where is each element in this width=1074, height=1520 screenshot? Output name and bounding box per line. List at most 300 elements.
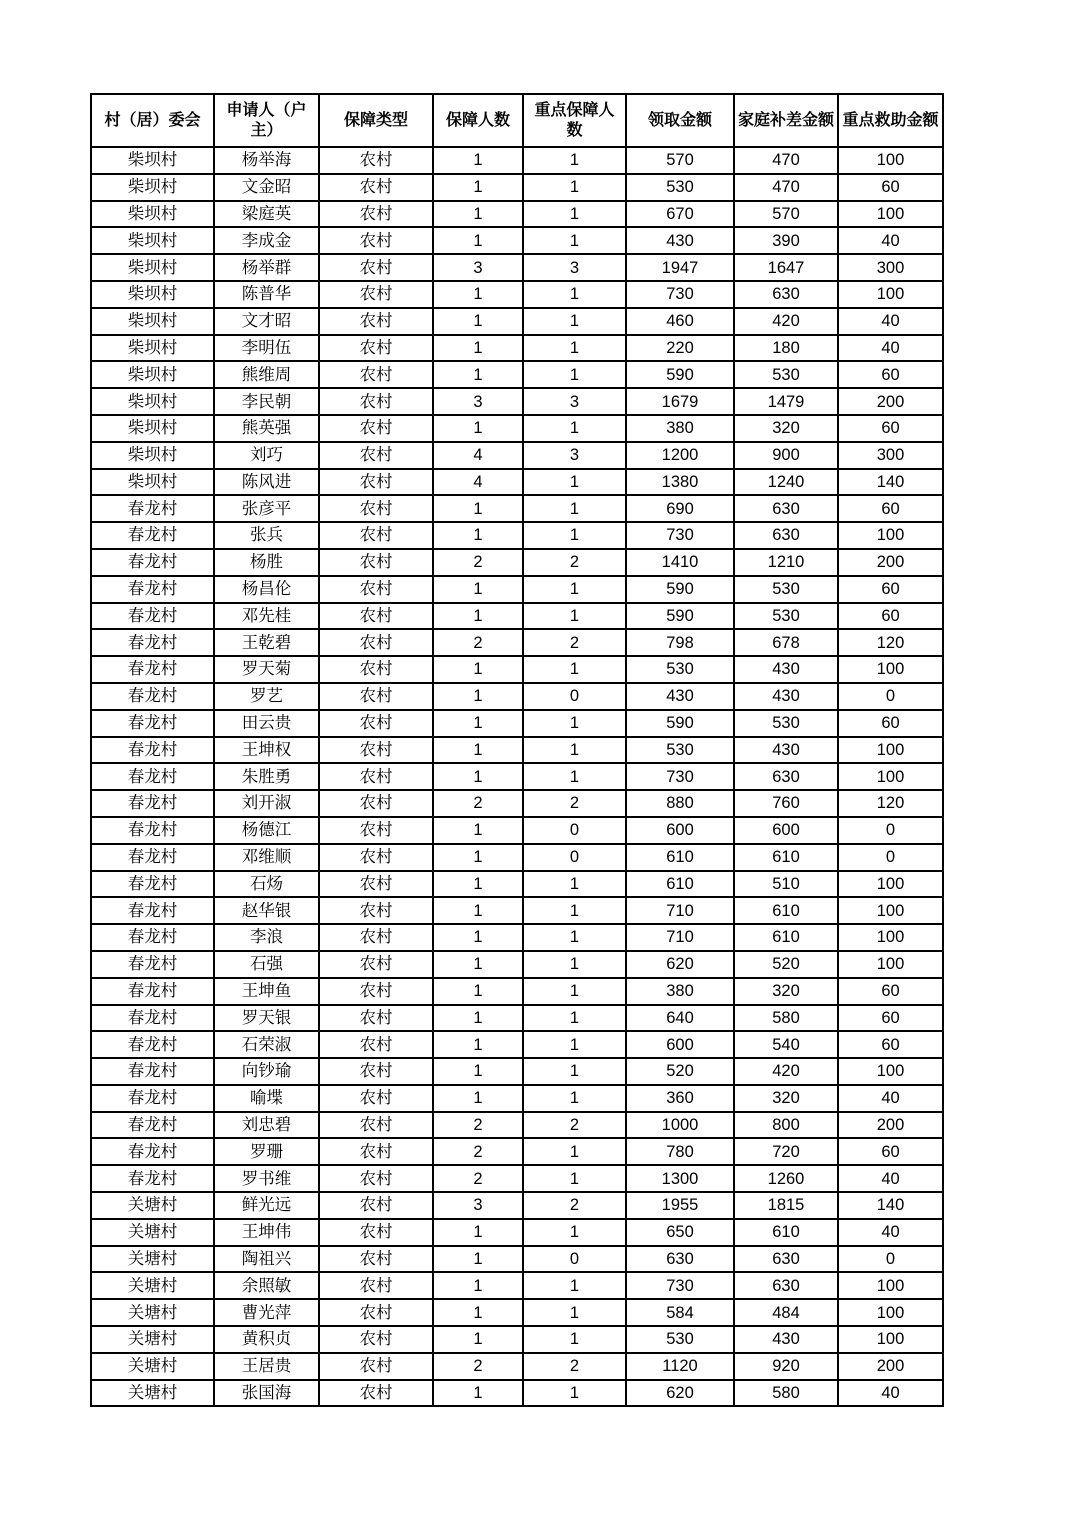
cell-key-assistance-amount: 100 [838, 1299, 943, 1326]
column-header: 村（居）委会 [91, 94, 214, 147]
column-header: 重点救助金额 [838, 94, 943, 147]
cell-applicant: 朱胜勇 [214, 763, 319, 790]
cell-insured-count: 1 [433, 415, 523, 442]
cell-applicant: 李民朝 [214, 388, 319, 415]
cell-insured-count: 2 [433, 549, 523, 576]
cell-family-subsidy-amount: 630 [734, 1272, 838, 1299]
cell-village: 关塘村 [91, 1326, 214, 1353]
cell-received-amount: 710 [626, 897, 734, 924]
cell-insured-count: 1 [433, 1085, 523, 1112]
cell-family-subsidy-amount: 760 [734, 790, 838, 817]
cell-applicant: 向钞瑜 [214, 1058, 319, 1085]
cell-received-amount: 1120 [626, 1353, 734, 1380]
cell-security-type: 农村 [319, 495, 433, 522]
cell-key-assistance-amount: 0 [838, 1246, 943, 1273]
cell-key-assistance-amount: 100 [838, 656, 943, 683]
cell-key-insured-count: 2 [523, 790, 626, 817]
table-row [91, 1165, 943, 1192]
cell-received-amount: 590 [626, 576, 734, 603]
cell-received-amount: 430 [626, 683, 734, 710]
cell-key-assistance-amount: 200 [838, 549, 943, 576]
cell-received-amount: 1410 [626, 549, 734, 576]
cell-village: 关塘村 [91, 1353, 214, 1380]
cell-key-assistance-amount: 200 [838, 1353, 943, 1380]
cell-family-subsidy-amount: 800 [734, 1112, 838, 1139]
cell-insured-count: 3 [433, 388, 523, 415]
cell-key-assistance-amount: 100 [838, 1326, 943, 1353]
cell-insured-count: 2 [433, 790, 523, 817]
cell-received-amount: 1200 [626, 442, 734, 469]
cell-applicant: 陶祖兴 [214, 1246, 319, 1273]
cell-security-type: 农村 [319, 603, 433, 630]
cell-family-subsidy-amount: 610 [734, 1219, 838, 1246]
cell-applicant: 鲜光远 [214, 1192, 319, 1219]
cell-village: 春龙村 [91, 656, 214, 683]
cell-security-type: 农村 [319, 897, 433, 924]
cell-key-assistance-amount: 60 [838, 1138, 943, 1165]
table-row [91, 1112, 943, 1139]
cell-family-subsidy-amount: 484 [734, 1299, 838, 1326]
cell-applicant: 杨胜 [214, 549, 319, 576]
cell-family-subsidy-amount: 470 [734, 174, 838, 201]
table-row [91, 335, 943, 362]
cell-village: 柴坝村 [91, 335, 214, 362]
cell-key-insured-count: 3 [523, 254, 626, 281]
cell-key-insured-count: 1 [523, 978, 626, 1005]
cell-security-type: 农村 [319, 201, 433, 228]
cell-applicant: 梁庭英 [214, 201, 319, 228]
cell-received-amount: 590 [626, 361, 734, 388]
table-row [91, 549, 943, 576]
table-body [91, 147, 943, 1406]
cell-received-amount: 430 [626, 227, 734, 254]
cell-insured-count: 1 [433, 1031, 523, 1058]
table-row [91, 790, 943, 817]
cell-key-insured-count: 1 [523, 656, 626, 683]
cell-key-assistance-amount: 100 [838, 924, 943, 951]
cell-applicant: 张国海 [214, 1380, 319, 1407]
cell-insured-count: 2 [433, 1138, 523, 1165]
table-row [91, 1031, 943, 1058]
cell-received-amount: 620 [626, 1380, 734, 1407]
cell-family-subsidy-amount: 320 [734, 415, 838, 442]
cell-applicant: 张彦平 [214, 495, 319, 522]
cell-received-amount: 1380 [626, 469, 734, 496]
cell-insured-count: 1 [433, 576, 523, 603]
table-row [91, 924, 943, 951]
cell-village: 春龙村 [91, 710, 214, 737]
cell-key-assistance-amount: 40 [838, 1380, 943, 1407]
cell-applicant: 余照敏 [214, 1272, 319, 1299]
cell-received-amount: 380 [626, 978, 734, 1005]
table-row [91, 1353, 943, 1380]
table-row [91, 576, 943, 603]
cell-security-type: 农村 [319, 1246, 433, 1273]
table-row [91, 1192, 943, 1219]
cell-key-assistance-amount: 40 [838, 1165, 943, 1192]
cell-security-type: 农村 [319, 710, 433, 737]
table-row [91, 147, 943, 174]
cell-key-assistance-amount: 60 [838, 361, 943, 388]
cell-insured-count: 1 [433, 737, 523, 764]
cell-key-insured-count: 1 [523, 897, 626, 924]
cell-key-assistance-amount: 40 [838, 335, 943, 362]
cell-received-amount: 380 [626, 415, 734, 442]
table-row [91, 871, 943, 898]
table-row [91, 629, 943, 656]
cell-received-amount: 530 [626, 737, 734, 764]
table-row [91, 1138, 943, 1165]
cell-village: 关塘村 [91, 1299, 214, 1326]
table-row [91, 522, 943, 549]
cell-key-insured-count: 2 [523, 1192, 626, 1219]
cell-insured-count: 1 [433, 656, 523, 683]
cell-applicant: 杨德江 [214, 817, 319, 844]
cell-key-insured-count: 1 [523, 951, 626, 978]
cell-received-amount: 610 [626, 844, 734, 871]
cell-security-type: 农村 [319, 763, 433, 790]
cell-applicant: 张兵 [214, 522, 319, 549]
cell-key-insured-count: 1 [523, 1005, 626, 1032]
cell-applicant: 黄积贞 [214, 1326, 319, 1353]
cell-received-amount: 1300 [626, 1165, 734, 1192]
cell-family-subsidy-amount: 320 [734, 978, 838, 1005]
cell-village: 春龙村 [91, 549, 214, 576]
benefits-table [90, 93, 944, 1407]
cell-received-amount: 1947 [626, 254, 734, 281]
cell-applicant: 杨昌伦 [214, 576, 319, 603]
cell-family-subsidy-amount: 630 [734, 522, 838, 549]
cell-family-subsidy-amount: 1479 [734, 388, 838, 415]
cell-family-subsidy-amount: 610 [734, 844, 838, 871]
cell-village: 春龙村 [91, 1005, 214, 1032]
cell-family-subsidy-amount: 720 [734, 1138, 838, 1165]
cell-insured-count: 1 [433, 897, 523, 924]
cell-applicant: 熊英强 [214, 415, 319, 442]
cell-key-insured-count: 3 [523, 388, 626, 415]
cell-insured-count: 2 [433, 1112, 523, 1139]
column-header: 领取金额 [626, 94, 734, 147]
cell-key-assistance-amount: 100 [838, 897, 943, 924]
table-row [91, 978, 943, 1005]
cell-applicant: 熊维周 [214, 361, 319, 388]
cell-insured-count: 1 [433, 1299, 523, 1326]
cell-village: 关塘村 [91, 1219, 214, 1246]
cell-key-insured-count: 1 [523, 308, 626, 335]
cell-key-assistance-amount: 60 [838, 495, 943, 522]
cell-key-insured-count: 1 [523, 227, 626, 254]
cell-key-insured-count: 1 [523, 924, 626, 951]
cell-key-insured-count: 2 [523, 629, 626, 656]
cell-received-amount: 220 [626, 335, 734, 362]
table-row [91, 388, 943, 415]
cell-key-assistance-amount: 200 [838, 1112, 943, 1139]
cell-key-insured-count: 1 [523, 335, 626, 362]
cell-insured-count: 1 [433, 1005, 523, 1032]
cell-received-amount: 780 [626, 1138, 734, 1165]
cell-family-subsidy-amount: 1815 [734, 1192, 838, 1219]
cell-family-subsidy-amount: 430 [734, 737, 838, 764]
cell-key-assistance-amount: 40 [838, 308, 943, 335]
cell-key-insured-count: 1 [523, 1326, 626, 1353]
cell-village: 春龙村 [91, 790, 214, 817]
cell-village: 柴坝村 [91, 174, 214, 201]
cell-key-assistance-amount: 100 [838, 763, 943, 790]
cell-received-amount: 650 [626, 1219, 734, 1246]
cell-key-insured-count: 1 [523, 1031, 626, 1058]
cell-received-amount: 1000 [626, 1112, 734, 1139]
cell-received-amount: 360 [626, 1085, 734, 1112]
cell-key-insured-count: 0 [523, 1246, 626, 1273]
cell-security-type: 农村 [319, 147, 433, 174]
cell-applicant: 石炀 [214, 871, 319, 898]
cell-security-type: 农村 [319, 281, 433, 308]
cell-received-amount: 600 [626, 1031, 734, 1058]
cell-family-subsidy-amount: 1647 [734, 254, 838, 281]
table-row [91, 201, 943, 228]
cell-applicant: 石强 [214, 951, 319, 978]
table-row [91, 1326, 943, 1353]
cell-received-amount: 730 [626, 522, 734, 549]
cell-applicant: 王坤权 [214, 737, 319, 764]
cell-key-insured-count: 1 [523, 1165, 626, 1192]
cell-village: 柴坝村 [91, 388, 214, 415]
cell-applicant: 王乾碧 [214, 629, 319, 656]
cell-village: 关塘村 [91, 1192, 214, 1219]
cell-applicant: 刘开淑 [214, 790, 319, 817]
cell-received-amount: 880 [626, 790, 734, 817]
cell-key-insured-count: 1 [523, 174, 626, 201]
cell-family-subsidy-amount: 630 [734, 763, 838, 790]
cell-insured-count: 1 [433, 603, 523, 630]
cell-security-type: 农村 [319, 1112, 433, 1139]
cell-village: 柴坝村 [91, 281, 214, 308]
cell-family-subsidy-amount: 530 [734, 710, 838, 737]
cell-village: 春龙村 [91, 924, 214, 951]
cell-security-type: 农村 [319, 549, 433, 576]
cell-village: 春龙村 [91, 817, 214, 844]
column-header: 保障人数 [433, 94, 523, 147]
cell-family-subsidy-amount: 510 [734, 871, 838, 898]
cell-key-insured-count: 2 [523, 1353, 626, 1380]
cell-applicant: 王坤鱼 [214, 978, 319, 1005]
cell-family-subsidy-amount: 600 [734, 817, 838, 844]
cell-family-subsidy-amount: 540 [734, 1031, 838, 1058]
cell-insured-count: 1 [433, 978, 523, 1005]
cell-security-type: 农村 [319, 1326, 433, 1353]
cell-key-insured-count: 3 [523, 442, 626, 469]
cell-insured-count: 1 [433, 871, 523, 898]
cell-applicant: 曹光萍 [214, 1299, 319, 1326]
table-row [91, 1005, 943, 1032]
cell-key-assistance-amount: 100 [838, 201, 943, 228]
cell-applicant: 王居贵 [214, 1353, 319, 1380]
cell-family-subsidy-amount: 610 [734, 924, 838, 951]
cell-key-assistance-amount: 140 [838, 469, 943, 496]
cell-key-insured-count: 1 [523, 469, 626, 496]
cell-village: 春龙村 [91, 522, 214, 549]
table-row [91, 656, 943, 683]
cell-key-insured-count: 2 [523, 1112, 626, 1139]
cell-security-type: 农村 [319, 1380, 433, 1407]
table-row [91, 763, 943, 790]
cell-key-assistance-amount: 40 [838, 227, 943, 254]
cell-village: 柴坝村 [91, 308, 214, 335]
cell-key-assistance-amount: 0 [838, 683, 943, 710]
cell-village: 关塘村 [91, 1380, 214, 1407]
cell-family-subsidy-amount: 1210 [734, 549, 838, 576]
cell-village: 关塘村 [91, 1246, 214, 1273]
cell-applicant: 石荣淑 [214, 1031, 319, 1058]
cell-insured-count: 1 [433, 1219, 523, 1246]
cell-applicant: 李成金 [214, 227, 319, 254]
cell-key-insured-count: 0 [523, 844, 626, 871]
table-row [91, 603, 943, 630]
cell-received-amount: 710 [626, 924, 734, 951]
cell-security-type: 农村 [319, 1272, 433, 1299]
cell-security-type: 农村 [319, 951, 433, 978]
cell-key-assistance-amount: 120 [838, 629, 943, 656]
cell-applicant: 杨举海 [214, 147, 319, 174]
cell-family-subsidy-amount: 630 [734, 495, 838, 522]
table-row [91, 737, 943, 764]
cell-insured-count: 1 [433, 495, 523, 522]
cell-insured-count: 3 [433, 254, 523, 281]
cell-applicant: 刘忠碧 [214, 1112, 319, 1139]
table-row [91, 1219, 943, 1246]
table-row [91, 174, 943, 201]
cell-received-amount: 730 [626, 281, 734, 308]
cell-received-amount: 530 [626, 174, 734, 201]
cell-key-assistance-amount: 100 [838, 147, 943, 174]
cell-village: 春龙村 [91, 495, 214, 522]
cell-key-insured-count: 1 [523, 1380, 626, 1407]
cell-family-subsidy-amount: 430 [734, 1326, 838, 1353]
cell-key-assistance-amount: 0 [838, 817, 943, 844]
cell-key-insured-count: 1 [523, 1085, 626, 1112]
cell-security-type: 农村 [319, 790, 433, 817]
cell-family-subsidy-amount: 530 [734, 576, 838, 603]
cell-key-insured-count: 1 [523, 361, 626, 388]
cell-village: 春龙村 [91, 629, 214, 656]
cell-village: 春龙村 [91, 1085, 214, 1112]
cell-village: 关塘村 [91, 1272, 214, 1299]
table-row [91, 1299, 943, 1326]
cell-insured-count: 1 [433, 683, 523, 710]
cell-applicant: 李浪 [214, 924, 319, 951]
cell-insured-count: 1 [433, 1326, 523, 1353]
table-row [91, 254, 943, 281]
table-row [91, 817, 943, 844]
cell-security-type: 农村 [319, 308, 433, 335]
cell-security-type: 农村 [319, 522, 433, 549]
cell-key-insured-count: 1 [523, 201, 626, 228]
cell-received-amount: 1955 [626, 1192, 734, 1219]
cell-key-assistance-amount: 60 [838, 415, 943, 442]
cell-applicant: 喻堞 [214, 1085, 319, 1112]
cell-security-type: 农村 [319, 576, 433, 603]
cell-security-type: 农村 [319, 1058, 433, 1085]
cell-village: 春龙村 [91, 897, 214, 924]
cell-security-type: 农村 [319, 254, 433, 281]
cell-key-assistance-amount: 100 [838, 1272, 943, 1299]
cell-security-type: 农村 [319, 174, 433, 201]
cell-key-insured-count: 1 [523, 1138, 626, 1165]
cell-key-assistance-amount: 300 [838, 442, 943, 469]
table-header [91, 94, 943, 147]
cell-received-amount: 640 [626, 1005, 734, 1032]
table-row [91, 469, 943, 496]
table-row [91, 442, 943, 469]
cell-family-subsidy-amount: 530 [734, 361, 838, 388]
cell-key-assistance-amount: 100 [838, 871, 943, 898]
cell-security-type: 农村 [319, 469, 433, 496]
cell-security-type: 农村 [319, 1165, 433, 1192]
table-row [91, 308, 943, 335]
cell-village: 柴坝村 [91, 469, 214, 496]
cell-insured-count: 1 [433, 147, 523, 174]
cell-applicant: 赵华银 [214, 897, 319, 924]
cell-insured-count: 1 [433, 710, 523, 737]
table-row [91, 227, 943, 254]
cell-key-assistance-amount: 200 [838, 388, 943, 415]
table-row [91, 361, 943, 388]
cell-applicant: 邓维顺 [214, 844, 319, 871]
cell-key-insured-count: 2 [523, 549, 626, 576]
cell-insured-count: 1 [433, 335, 523, 362]
cell-received-amount: 590 [626, 603, 734, 630]
cell-family-subsidy-amount: 570 [734, 201, 838, 228]
cell-family-subsidy-amount: 420 [734, 308, 838, 335]
table-row [91, 897, 943, 924]
cell-security-type: 农村 [319, 1138, 433, 1165]
column-header: 申请人（户主） [214, 94, 319, 147]
cell-insured-count: 1 [433, 763, 523, 790]
cell-key-assistance-amount: 60 [838, 1005, 943, 1032]
cell-village: 春龙村 [91, 603, 214, 630]
cell-family-subsidy-amount: 610 [734, 897, 838, 924]
table-row [91, 1272, 943, 1299]
cell-village: 柴坝村 [91, 254, 214, 281]
cell-received-amount: 730 [626, 763, 734, 790]
cell-family-subsidy-amount: 320 [734, 1085, 838, 1112]
cell-security-type: 农村 [319, 1085, 433, 1112]
cell-applicant: 文才昭 [214, 308, 319, 335]
table-row [91, 683, 943, 710]
table-row [91, 844, 943, 871]
cell-security-type: 农村 [319, 629, 433, 656]
cell-applicant: 陈普华 [214, 281, 319, 308]
cell-key-assistance-amount: 60 [838, 978, 943, 1005]
cell-key-assistance-amount: 100 [838, 1058, 943, 1085]
cell-applicant: 王坤伟 [214, 1219, 319, 1246]
table-row [91, 1058, 943, 1085]
cell-village: 春龙村 [91, 683, 214, 710]
cell-family-subsidy-amount: 920 [734, 1353, 838, 1380]
column-header: 保障类型 [319, 94, 433, 147]
table-row [91, 495, 943, 522]
cell-received-amount: 590 [626, 710, 734, 737]
cell-key-insured-count: 1 [523, 710, 626, 737]
cell-applicant: 邓先桂 [214, 603, 319, 630]
cell-security-type: 农村 [319, 415, 433, 442]
cell-family-subsidy-amount: 530 [734, 603, 838, 630]
cell-security-type: 农村 [319, 817, 433, 844]
cell-family-subsidy-amount: 1240 [734, 469, 838, 496]
cell-applicant: 罗书维 [214, 1165, 319, 1192]
cell-applicant: 杨举群 [214, 254, 319, 281]
cell-key-insured-count: 1 [523, 737, 626, 764]
